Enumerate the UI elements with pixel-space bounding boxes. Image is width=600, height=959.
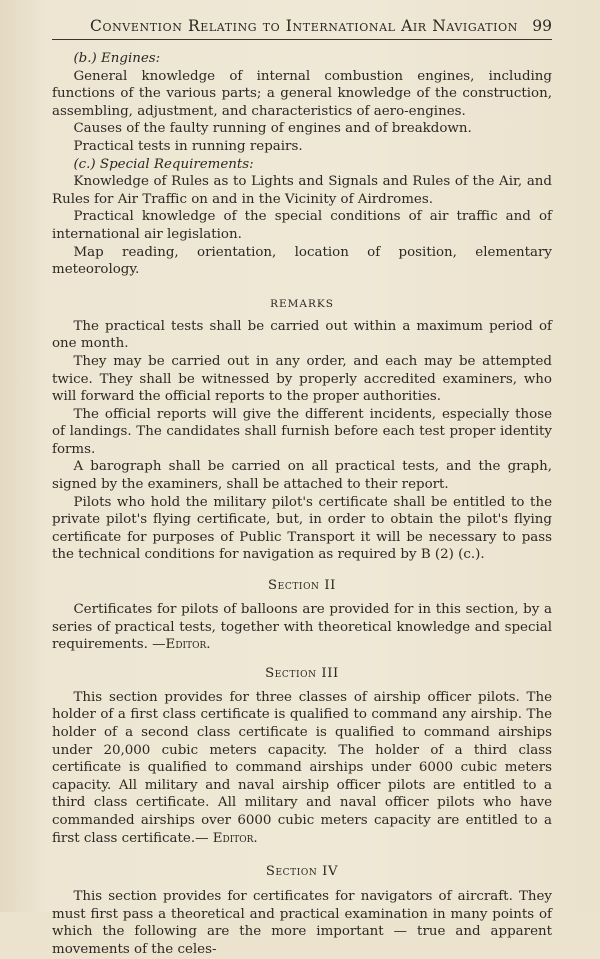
special-paragraph-1: Knowledge of Rules as to Lights and Signals and Rules of the Air, and Rules for Air Traffic on and in the Vicinity of Airdromes.: [52, 174, 552, 207]
running-header: [52, 17, 552, 40]
engines-paragraph-1: General knowledge of internal combustion engines, including functions of the various parts; a general knowledge of the construction, assembling, adjustment, and characteristics of aero-engines.: [52, 68, 552, 119]
engines-paragraph-3: Practical tests in running repairs.: [73, 138, 303, 154]
engines-heading: (b.) Engines:: [73, 51, 161, 66]
section-3-heading: Section III: [265, 665, 339, 681]
remarks-paragraph-2: They may be carried out in any order, and each may be attempted twice. They shall be witnessed by properly accredited examiners, who will forward the official reports to the proper authorities.: [52, 353, 552, 405]
special-paragraph-3: Map reading, orientation, location of position, elementary meteorology.: [52, 244, 552, 278]
section-2-heading: Section II: [268, 578, 336, 594]
page-number: 99: [532, 17, 552, 35]
engines-paragraph-2: Causes of the faulty running of engines and of breakdown.: [73, 121, 472, 137]
section-3-body: This section provides for three classes of airship officer pilots. The holder of a first class certificate is qualified to command any airship. The holder of a second class certificate is qualified to command airships under 20,000 cubic meters capacity. The holder of a third class certificate is qualified to command airships under 6000 cubic meters capacity. All military and naval airship officer pilots are entitled to a third class certificate. All military and naval officer pilots who have commanded airships over 6000 cubic meters capacity are entitled to a first class certificate.: [52, 689, 552, 846]
section-4-heading: Section IV: [265, 864, 339, 880]
section-3-signature: — Editor.: [195, 830, 258, 846]
remarks-paragraph-3: The official reports will give the different incidents, especially those of landings. The candidates shall furnish before each test proper identity forms.: [52, 406, 552, 457]
section-3-paragraph: [52, 689, 552, 847]
remarks-paragraph-1: The practical tests shall be carried out within a maximum period of one month.: [52, 318, 552, 352]
section-2-signature: —Editor.: [152, 637, 211, 653]
special-requirements-heading: (c.) Special Requirements:: [73, 156, 254, 172]
section-2-body: Certificates for pilots of balloons are provided for in this section, by a series of practical tests, together with theoretical knowledge and special requirements.: [52, 602, 552, 653]
running-title: Convention Relating to International Air Navigation: [90, 17, 518, 35]
remarks-paragraph-4: A barograph shall be carried on all practical tests, and the graph, signed by the examiners, shall be attached to their report.: [52, 459, 552, 493]
remarks-paragraph-5: Pilots who hold the military pilot's certificate shall be entitled to the private pilot's flying certificate, but, in order to obtain the pilot's flying certificate for purposes of Public Transport it will be necessary to pass the technical conditions for navigation as required by B (2) (c.).: [52, 494, 552, 563]
section-4-paragraph: This section provides for certificates for navigators of aircraft. They must first pass a theoretical and practical examination in many points of which the following are the more important — true and apparent movements of the celes-: [52, 889, 552, 957]
remarks-heading: REMARKS: [270, 297, 334, 310]
section-2-paragraph: [52, 601, 552, 654]
special-paragraph-2: Practical knowledge of the special conditions of air traffic and of international air legislation.: [52, 209, 552, 242]
